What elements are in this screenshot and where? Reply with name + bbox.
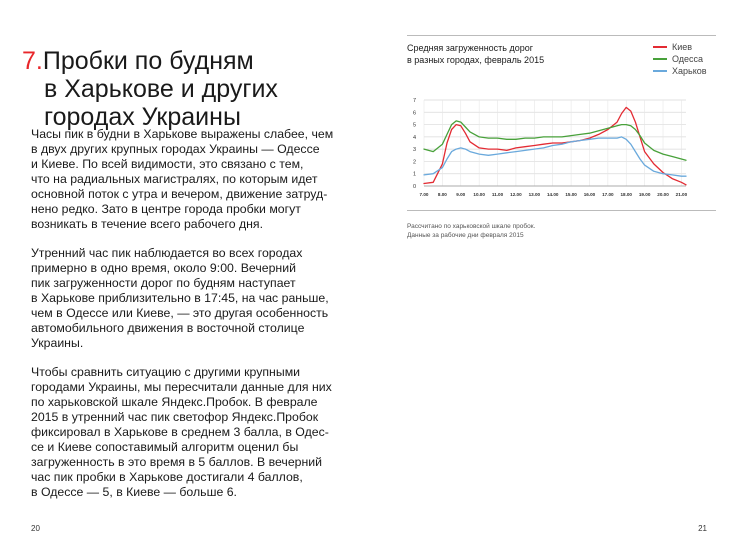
text-line: возникать в течение всего рабочего дня.: [31, 217, 264, 231]
y-tick-label: 0: [412, 184, 416, 190]
text-line: нено редко. Зато в центре города пробки могут: [31, 202, 301, 216]
x-tick-label: 20.00: [657, 192, 669, 197]
page-number-left: 20: [31, 524, 40, 533]
x-tick-label: 18.00: [620, 192, 632, 197]
legend-item-kharkiv: [653, 65, 707, 77]
text-line: и Киеве. По всей видимости, это связано с тем,: [31, 157, 304, 171]
text-line: чем в Одессе или Киеве, — это другая особенность: [31, 306, 329, 320]
title-text-1: Пробки по будням: [42, 46, 254, 75]
chart-note-1: Рассчитано по харьковской шкале пробок.: [407, 223, 536, 230]
chart-top-rule: [407, 35, 716, 36]
text-line: 2015 в утренний час пик светофор Яндекс.Пробок: [31, 410, 319, 424]
text-line: Украины.: [31, 336, 84, 350]
title-number: 7.: [22, 46, 43, 75]
chart-note-2: Данные за рабочие дни февраля 2015: [407, 232, 524, 239]
y-tick-label: 5: [412, 122, 416, 129]
title-line-1: [22, 47, 342, 75]
legend-swatch-kiev: [653, 46, 667, 48]
legend-label-odessa: Одесса: [672, 54, 704, 64]
y-tick-label: 3: [412, 147, 416, 154]
x-tick-label: 7.00: [419, 192, 429, 197]
text-line: что на радиальных магистралях, по которым идет: [31, 172, 318, 186]
x-tick-label: 13.00: [528, 192, 541, 197]
x-tick-label: 16.00: [583, 192, 596, 197]
paragraph-3: [31, 365, 349, 500]
text-line: загруженность в это время в 5 баллов. В вечерний: [31, 455, 323, 469]
text-line: час пик пробки в Харькове достигали 4 баллов,: [31, 470, 303, 484]
legend-label-kiev: Киев: [672, 42, 693, 52]
right-page: [371, 0, 742, 545]
x-tick-label: 14.00: [546, 192, 559, 197]
paragraph-2: [31, 246, 349, 351]
text-line: Утренний час пик наблюдается во всех городах: [31, 246, 303, 260]
legend-label-kharkiv: Харьков: [672, 66, 707, 76]
page-number-right: 21: [698, 524, 707, 533]
body-text: [31, 127, 349, 514]
text-line: се и Киеве сопоставимый алгоритм оценил бы: [31, 440, 299, 454]
text-line: фиксировал в Харькове в среднем 3 балла, в Одес-: [31, 425, 329, 439]
paragraph-1: [31, 127, 349, 232]
chart-notes: [407, 222, 535, 240]
x-tick-label: 17.00: [602, 192, 614, 197]
text-line: Чтобы сравнить ситуацию с другими крупными: [31, 365, 301, 379]
x-tick-label: 12.00: [510, 192, 522, 197]
text-line: Часы пик в будни в Харькове выражены слабее, чем: [31, 127, 334, 141]
legend-swatch-odessa: [653, 58, 667, 60]
text-line: в Харькове приблизительно в 17:45, на час раньше,: [31, 291, 329, 305]
x-tick-label: 9.00: [456, 192, 466, 197]
traffic-line-chart: [371, 90, 742, 210]
x-tick-label: 11.00: [491, 192, 504, 197]
x-tick-label: 10.00: [473, 192, 485, 197]
chart-bottom-rule: [407, 210, 716, 211]
series-line-kiev: [424, 107, 686, 184]
text-line: в Одессе — 5, в Киеве — больше 6.: [31, 485, 237, 499]
text-line: в двух других крупных городах Украины — Одессе: [31, 142, 320, 156]
y-tick-label: 7: [412, 98, 416, 104]
title-line-3: городах Украины: [44, 102, 241, 131]
x-tick-label: 21.00: [675, 192, 688, 197]
chart-legend: [653, 41, 707, 77]
text-line: пик загруженности дорог по будням наступает: [31, 276, 296, 290]
text-line: по харьковской шкале Яндекс.Пробок. В феврале: [31, 395, 318, 409]
x-tick-label: 15.00: [565, 192, 577, 197]
y-tick-label: 1: [412, 171, 416, 178]
y-tick-label: 4: [412, 134, 416, 141]
legend-item-kiev: [653, 41, 707, 53]
legend-swatch-kharkiv: [653, 70, 667, 72]
y-tick-label: 2: [412, 159, 416, 166]
legend-item-odessa: [653, 53, 707, 65]
chart-title-line-1: Средняя загруженность дорог: [407, 43, 534, 53]
text-line: примерно в одно время, около 9:00. Вечерний: [31, 261, 296, 275]
x-tick-label: 19.00: [638, 192, 651, 197]
x-tick-label: 8.00: [437, 192, 447, 197]
chart-title-line-2: в разных городах, февраль 2015: [407, 55, 545, 65]
text-line: городами Украины, мы пересчитали данные для них: [31, 380, 332, 394]
text-line: автомобильного движения в восточной столице: [31, 321, 305, 335]
text-line: основной поток с утра и вечером, движение затруд-: [31, 187, 328, 201]
chart-title: [407, 42, 544, 66]
page-title: [22, 47, 342, 131]
y-tick-label: 6: [412, 110, 416, 117]
title-line-2: в Харькове и других: [44, 74, 278, 103]
